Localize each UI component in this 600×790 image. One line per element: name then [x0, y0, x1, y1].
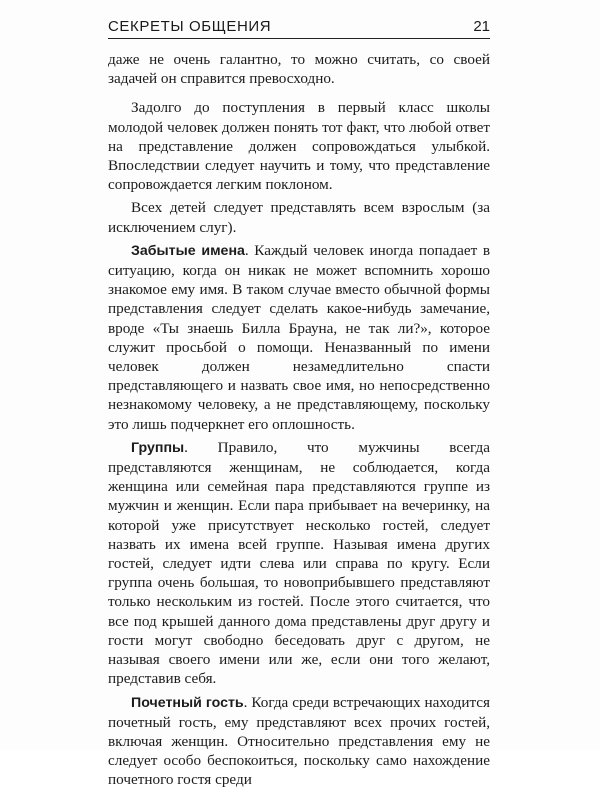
paragraph-text: Задолго до поступления в первый класс школы молодой человек должен понять тот факт, что любой ответ на представление должен сопровождаться улыбкой. Впоследствии следует научить и тому, что представление сопровождается легким поклоном.	[108, 99, 490, 194]
paragraph-text: даже не очень галантно, то можно считать, со своей задачей он справится превосходно.	[108, 51, 490, 88]
run-in-heading: Почетный гость	[131, 694, 244, 711]
paragraph	[108, 198, 490, 236]
running-head-title: СЕКРЕТЫ ОБЩЕНИЯ	[108, 18, 272, 35]
paragraph-forgotten-names	[108, 241, 490, 434]
paragraph-text: . Каждый человек иногда попадает в ситуацию, когда он никак не может вспомнить хорошо знакомое ему имя. В таком случае вместо обычной формы представления следует сделать какое-нибудь замечание, вроде «Ты знаешь Билла Брауна, не так ли?», которое служит просьбой о помощи. Неназванный по имени человек должен незамедлительно спасти представляющего и назвать свое имя, но непосредственно незнакомому человеку, а не представляющему, поскольку это лишь подчеркнет его оплошность.	[108, 241, 491, 433]
run-in-heading: Группы	[131, 439, 185, 456]
paragraph	[108, 50, 490, 88]
paragraph-text: Всех детей следует представлять всем взрослым (за исключением слуг).	[108, 199, 490, 236]
paragraph-text: . Когда среди встречающих находится почетный гость, ему представляют всех прочих гостей, включая женщин. Относительно представления ему не следует особо беспокоиться, поскольку само нахождение почетного гостя среди	[108, 693, 491, 789]
page-number: 21	[473, 18, 490, 35]
paragraph-groups	[108, 438, 490, 689]
paragraph	[108, 98, 490, 194]
running-head	[108, 16, 490, 39]
paragraph-text: . Правило, что мужчины всегда представляются женщинам, не соблюдается, когда женщина или семейная пара представляются группе из мужчин и женщин. Если пара прибывает на вечеринку, на которой уже присутствует несколько гостей, следует назвать их имена всей группе. Называя имена других гостей, следует идти слева или справа по кругу. Если группа очень большая, то новоприбывшего представляют только нескольким из гостей. После этого считается, что все под крышей данного дома представлены друг другу и гости могут свободно беседовать друг с другом, не называя своего имени или же, если они того желают, представив себя.	[108, 438, 490, 688]
body-text	[108, 50, 490, 790]
run-in-heading: Забытые имена	[131, 242, 245, 259]
paragraph-guest-of-honor	[108, 693, 490, 790]
